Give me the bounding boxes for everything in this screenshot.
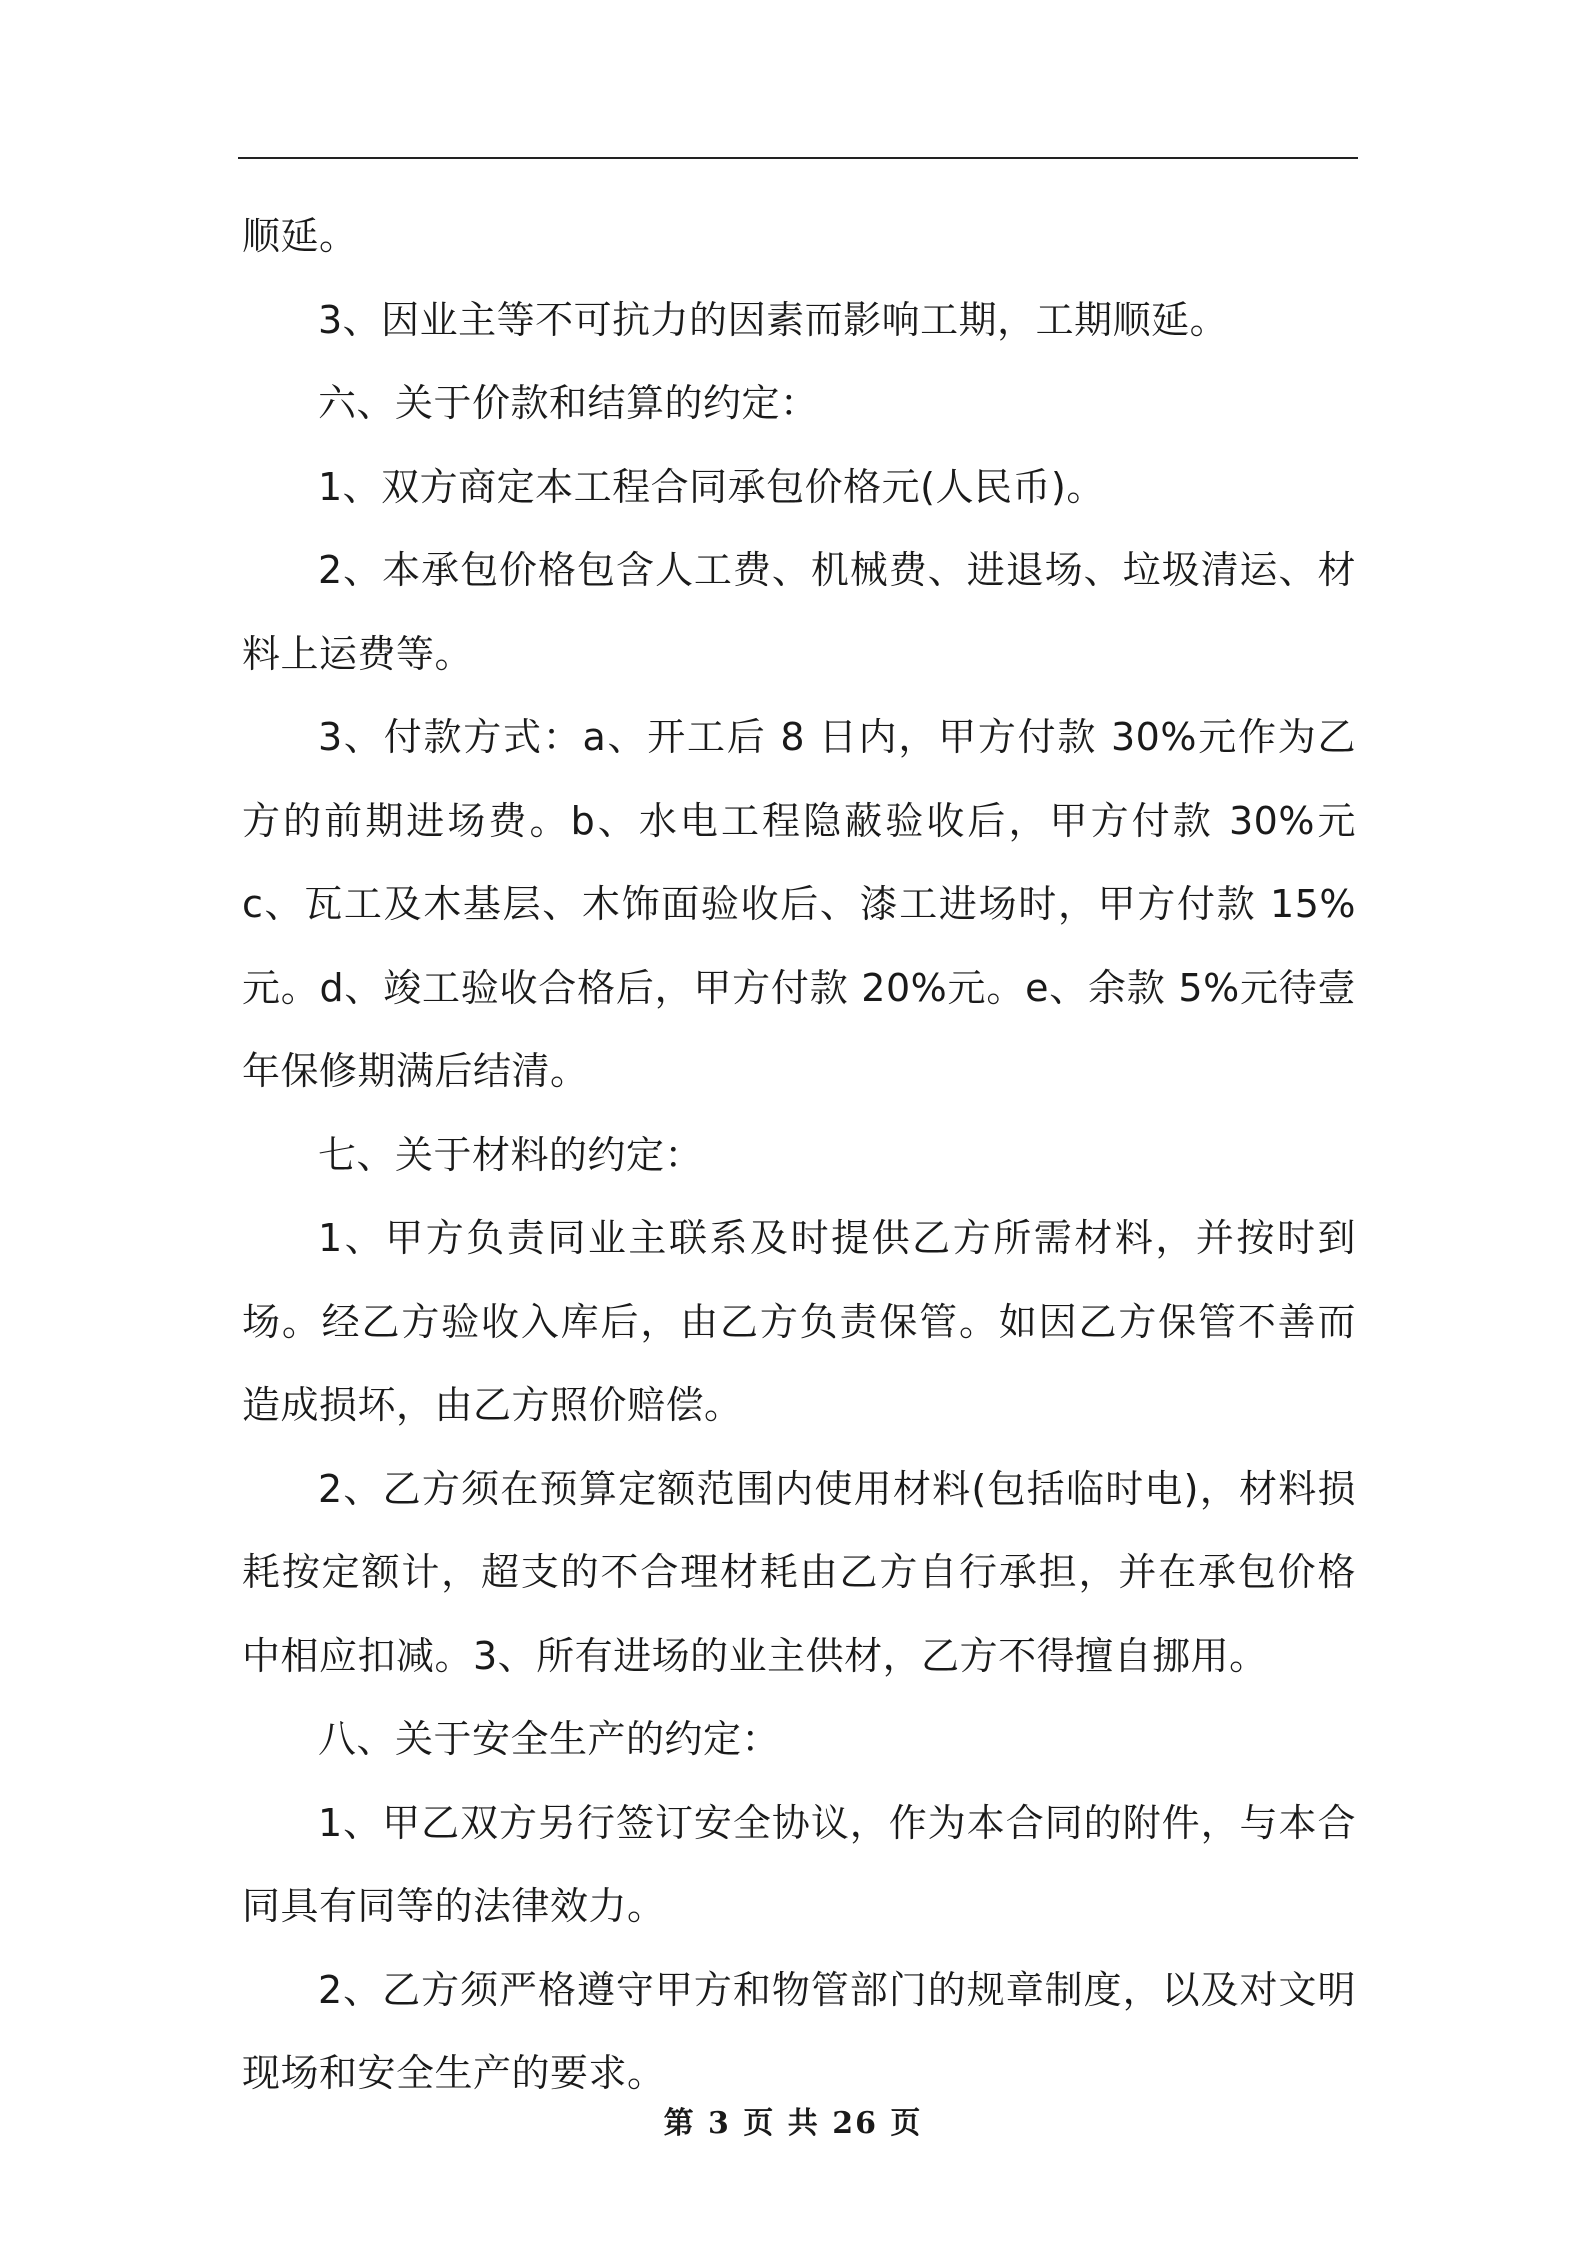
page-number: 第 3 页 共 26 页	[663, 2106, 923, 2141]
paragraph: 1、双方商定本工程合同承包价格元(人民币)。	[318, 464, 1105, 509]
paragraph: 2、乙方须在预算定额范围内使用材料(包括临时电)，材料损耗按定额计，超支的不合理材耗由乙方自行承担，并在承包价格中相应扣减。3、所有进场的业主供材，乙方不得擅自挪用。	[242, 1466, 1356, 1678]
paragraph: 1、甲方负责同业主联系及时提供乙方所需材料，并按时到场。经乙方验收入库后，由乙方负责保管。如因乙方保管不善而造成损坏，由乙方照价赔偿。	[242, 1216, 1356, 1427]
paragraph: 顺延。	[242, 214, 358, 258]
paragraph: 3、付款方式：a、开工后 8 日内，甲方付款 30%元作为乙方的前期进场费。b、水电工程隐蔽验收后，甲方付款 30%元 c、瓦工及木基层、木饰面验收后、漆工进场时，甲方付款 15%元。d、竣工验收合格后，甲方付款 20%元。e、余款 5%元待壹年保修期满后结清。	[242, 715, 1356, 1093]
section-heading: 六、关于价款和结算的约定：	[318, 381, 819, 425]
header-divider	[238, 157, 1358, 159]
paragraph: 2、本承包价格包含人工费、机械费、进退场、垃圾清运、材料上运费等。	[242, 548, 1356, 676]
section-heading: 七、关于材料的约定：	[318, 1132, 704, 1177]
section-heading: 八、关于安全生产的约定：	[318, 1717, 781, 1761]
paragraph: 2、乙方须严格遵守甲方和物管部门的规章制度，以及对文明现场和安全生产的要求。	[242, 1967, 1356, 2095]
document-body	[242, 195, 1356, 2116]
paragraph: 3、因业主等不可抗力的因素而影响工期，工期顺延。	[318, 297, 1229, 342]
paragraph: 1、甲乙双方另行签订安全协议，作为本合同的附件，与本合同具有同等的法律效力。	[242, 1800, 1356, 1928]
